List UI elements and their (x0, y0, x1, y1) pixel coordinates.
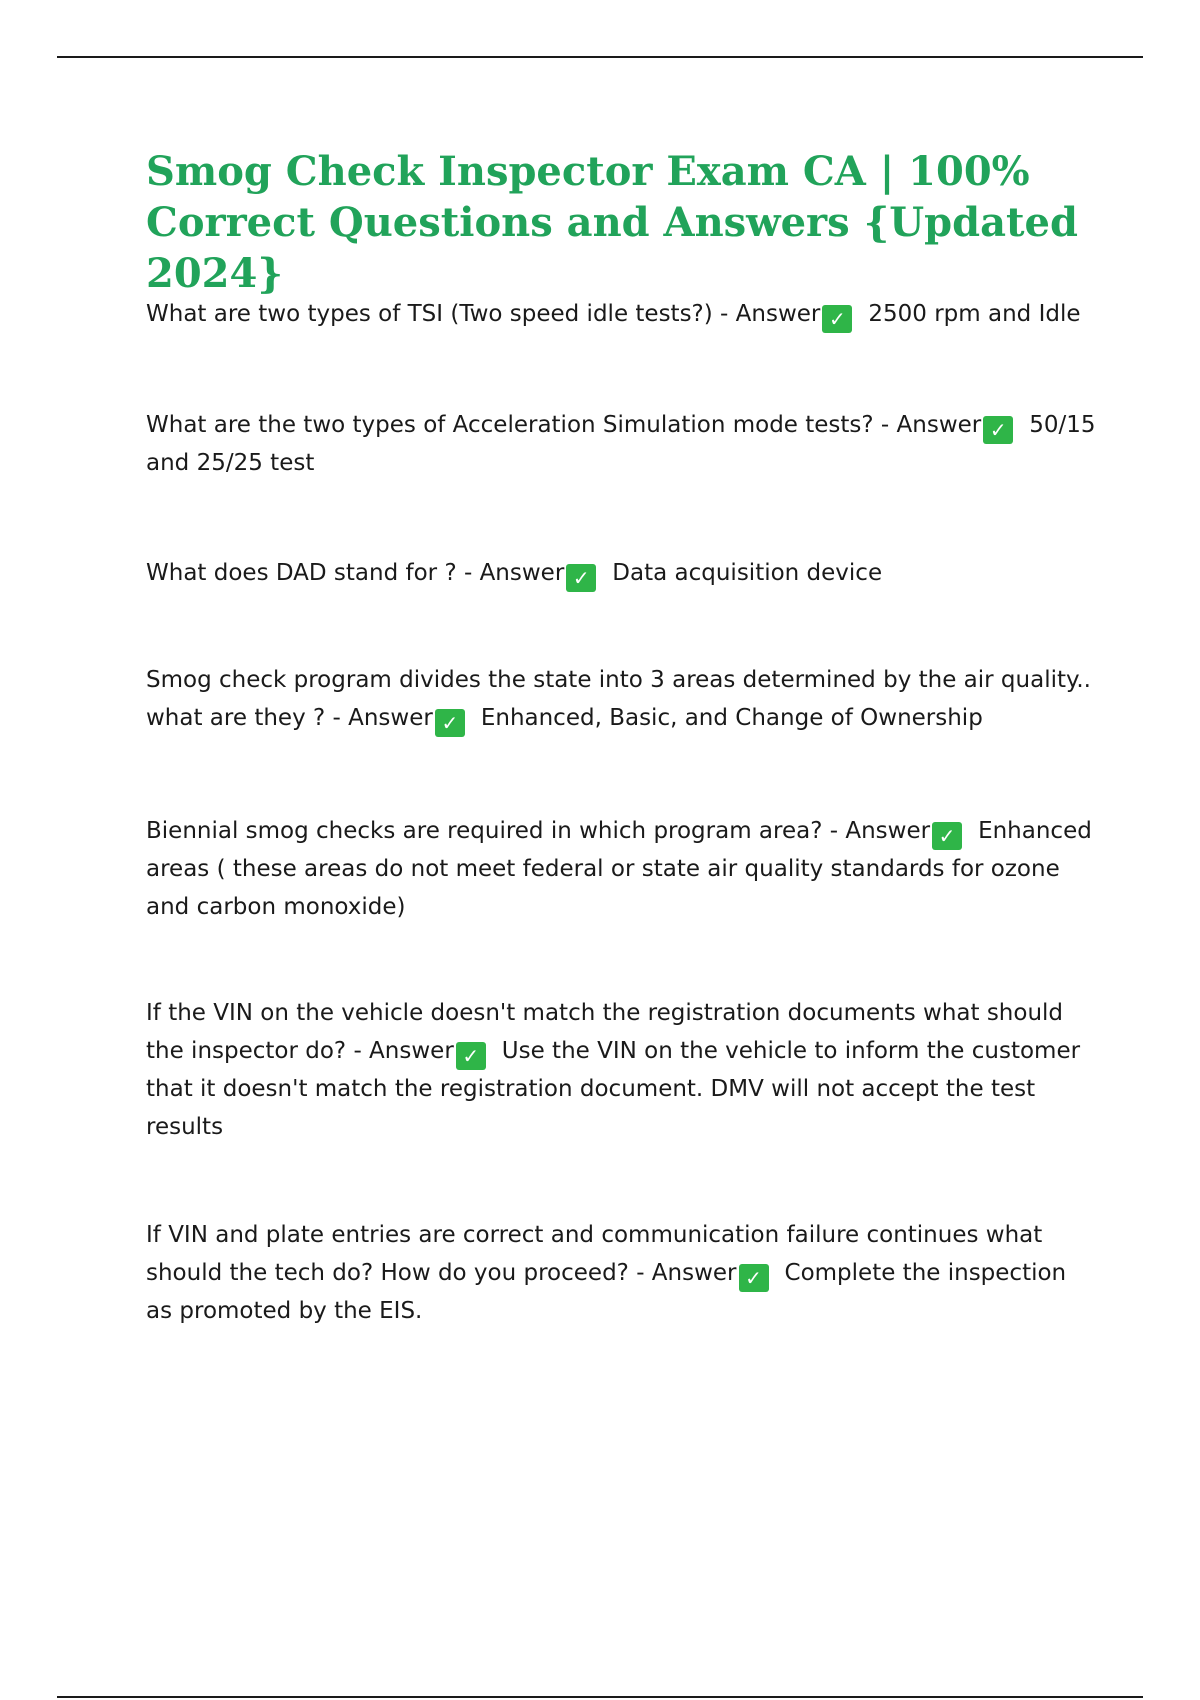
qa-item-2 (146, 406, 1096, 482)
question-text: What are the two types of Acceleration Simulation mode tests? - Answer (146, 412, 982, 438)
answer-text: Data acquisition device (612, 560, 883, 586)
answer-text: 2500 rpm and Idle (868, 301, 1081, 327)
question-text: Smog check program divides the state into 3 areas determined by the air quality.. what are they ? - Answer (146, 667, 1091, 731)
check-mark-icon: ✓ (435, 709, 465, 737)
answer-text: Enhanced, Basic, and Change of Ownership (480, 705, 983, 731)
check-mark-icon: ✓ (566, 564, 596, 592)
check-mark-icon: ✓ (456, 1042, 486, 1070)
answer-text: Enhanced areas ( these areas do not meet federal or state air quality standards for ozone and carbon monoxide) (146, 818, 1092, 920)
check-mark-icon: ✓ (822, 305, 852, 333)
answer-text: Use the VIN on the vehicle to inform the customer that it doesn't match the registration document. DMV will not accept the test results (146, 1038, 1081, 1140)
top-rule (57, 56, 1143, 58)
check-mark-icon: ✓ (932, 822, 962, 850)
answer-text: 50/15 and 25/25 test (146, 412, 1096, 476)
document-title: Smog Check Inspector Exam CA | 100% Correct Questions and Answers {Updated 2024} (146, 148, 1078, 297)
question-text: What are two types of TSI (Two speed idle tests?) - Answer (146, 301, 821, 327)
qa-item-4 (146, 661, 1096, 737)
question-text: If VIN and plate entries are correct and communication failure continues what should the tech do? How do you proceed? - Answer (146, 1222, 1043, 1286)
qa-item-6 (146, 994, 1096, 1146)
bottom-rule (57, 1696, 1143, 1698)
answer-text: Complete the inspection as promoted by the EIS. (146, 1260, 1067, 1324)
check-mark-icon: ✓ (739, 1264, 769, 1292)
question-text: Biennial smog checks are required in which program area? - Answer (146, 818, 931, 844)
question-text: What does DAD stand for ? - Answer (146, 560, 565, 586)
qa-item-7 (146, 1216, 1096, 1330)
check-mark-icon: ✓ (983, 416, 1013, 444)
qa-item-5 (146, 812, 1096, 926)
question-text: If the VIN on the vehicle doesn't match the registration documents what should the inspector do? - Answer (146, 1000, 1064, 1064)
qa-item-3 (146, 554, 1096, 592)
qa-item-1 (146, 295, 1096, 333)
